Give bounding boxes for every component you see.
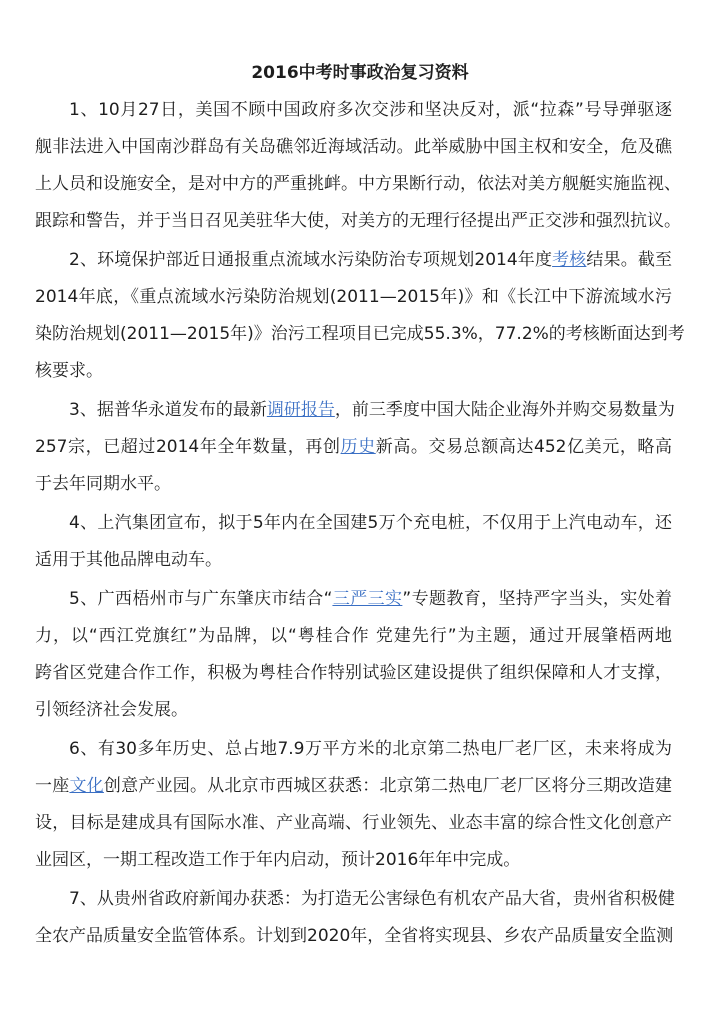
text-line bbox=[35, 92, 672, 129]
text-line bbox=[35, 542, 672, 579]
text-segment: 4、上汽集团宣布，拟于5年内在全国建5万个充电桩，不仅用于上汽电动车，还 bbox=[69, 513, 672, 533]
text-segment: 新高。交易总额高达452亿美元，略高 bbox=[375, 437, 673, 457]
text-segment: 跟踪和警告，并于当日召见美驻华大使，对美方的无理行径提出严正交涉和强烈抗议。 bbox=[35, 211, 681, 231]
text-line bbox=[35, 505, 672, 542]
paragraph-6 bbox=[35, 731, 672, 879]
text-segment: 舰非法进入中国南沙群岛有关岛礁邻近海域活动。此举威胁中国主权和安全，危及礁 bbox=[35, 137, 672, 157]
text-line bbox=[35, 842, 672, 879]
paragraph-1 bbox=[35, 92, 681, 240]
text-segment: 7、从贵州省政府新闻办获悉：为打造无公害绿色有机农产品大省，贵州省积极健 bbox=[69, 889, 675, 909]
document-body bbox=[35, 92, 685, 957]
text-line bbox=[35, 768, 672, 805]
text-line bbox=[35, 581, 672, 618]
text-segment: 核要求。 bbox=[35, 361, 103, 381]
text-segment: ”专题教育，坚持严字当头，实处着 bbox=[402, 589, 672, 609]
text-line bbox=[35, 392, 675, 429]
text-line bbox=[35, 242, 672, 279]
text-segment: 结果。截至 bbox=[586, 250, 673, 270]
text-segment: 跨省区党建合作工作，积极为粤桂合作特别试验区建设提供了组织保障和人才支撑， bbox=[35, 663, 672, 683]
text-segment: 2014年底，《重点流域水污染防治规划(2011—2015年)》和《长江中下游流域水污 bbox=[35, 287, 672, 307]
text-segment: ，前三季度中国大陆企业海外并购交易数量为 bbox=[334, 400, 675, 420]
text-segment: 业园区，一期工程改造工作于年内启动，预计2016年年中完成。 bbox=[35, 850, 521, 870]
text-segment: 257宗，已超过2014年全年数量，再创 bbox=[35, 437, 341, 457]
text-segment: 一座 bbox=[35, 776, 70, 796]
document-title: 2016中考时事政治复习资料 bbox=[251, 63, 469, 83]
inline-link[interactable]: 文化 bbox=[69, 776, 104, 796]
text-segment: 创意产业园。从北京市西城区获悉：北京第二热电厂老厂区将分三期改造建 bbox=[103, 776, 673, 796]
text-line bbox=[35, 731, 672, 768]
text-line bbox=[35, 881, 675, 918]
paragraph-5 bbox=[35, 581, 672, 729]
inline-link[interactable]: 调研报告 bbox=[266, 400, 335, 420]
text-line bbox=[35, 166, 681, 203]
paragraph-7 bbox=[35, 881, 675, 955]
text-line bbox=[35, 618, 672, 655]
text-line bbox=[35, 316, 685, 353]
text-line bbox=[35, 692, 672, 729]
text-line bbox=[35, 466, 672, 503]
paragraph-3 bbox=[35, 392, 675, 503]
text-line bbox=[35, 203, 681, 240]
paragraph-2 bbox=[35, 242, 685, 390]
text-segment: 染防治规划(2011—2015年)》治污工程项目已完成55.3%，77.2%的考核断面达到考 bbox=[35, 324, 685, 344]
text-line bbox=[35, 805, 672, 842]
text-segment: 引领经济社会发展。 bbox=[35, 700, 188, 720]
text-segment: 1、10月27日，美国不顾中国政府多次交涉和坚决反对，派“拉森”号导弹驱逐 bbox=[69, 100, 672, 120]
text-line bbox=[35, 655, 672, 692]
text-segment: 全农产品质量安全监管体系。计划到2020年，全省将实现县、乡农产品质量安全监测 bbox=[35, 926, 674, 946]
text-line bbox=[35, 279, 672, 316]
text-segment: 5、广西梧州市与广东肇庆市结合“ bbox=[69, 589, 333, 609]
text-line bbox=[35, 429, 672, 466]
text-segment: 上人员和设施安全，是对中方的严重挑衅。中方果断行动，依法对美方舰艇实施监视、 bbox=[35, 174, 681, 194]
text-segment: 于去年同期水平。 bbox=[35, 474, 171, 494]
text-segment: 设，目标是建成具有国际水准、产业高端、行业领先、业态丰富的综合性文化创意产 bbox=[35, 813, 672, 833]
text-line bbox=[35, 918, 672, 955]
inline-link[interactable]: 历史 bbox=[340, 437, 376, 457]
inline-link[interactable]: 考核 bbox=[552, 250, 587, 270]
text-segment: 3、据普华永道发布的最新 bbox=[69, 400, 267, 420]
text-segment: 力，以“西江党旗红”为品牌，以“粤桂合作 党建先行”为主题，通过开展肇梧两地 bbox=[35, 626, 672, 646]
text-segment: 6、有30多年历史、总占地7.9万平方米的北京第二热电厂老厂区，未来将成为 bbox=[69, 739, 672, 759]
text-segment: 适用于其他品牌电动车。 bbox=[35, 550, 222, 570]
paragraph-4 bbox=[35, 505, 672, 579]
text-segment: 2、环境保护部近日通报重点流域水污染防治专项规划2014年度 bbox=[69, 250, 553, 270]
text-line bbox=[35, 353, 672, 390]
text-line bbox=[35, 129, 672, 166]
inline-link[interactable]: 三严三实 bbox=[332, 589, 403, 609]
